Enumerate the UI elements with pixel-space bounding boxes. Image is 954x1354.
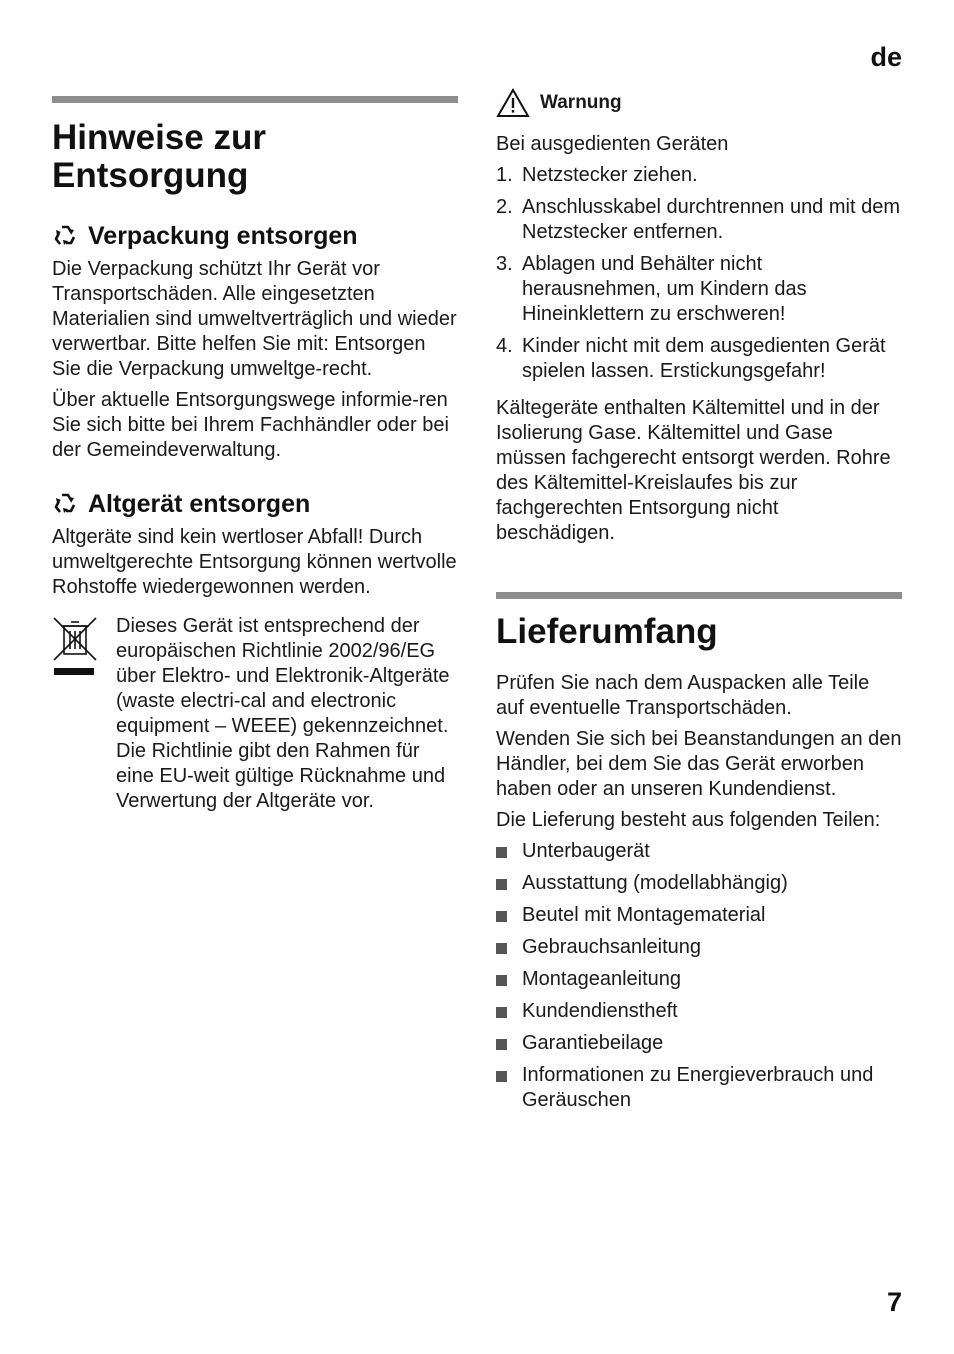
list-item-number: 3. [496,253,513,275]
section-rule [496,592,902,599]
list-item-number: 1. [496,164,513,186]
recycle-icon [52,491,78,517]
square-bullet-icon [496,847,507,858]
section-heading-old-appliance-text: Altgerät entsorgen [88,490,311,518]
square-bullet-icon [496,911,507,922]
list-item [496,163,902,188]
packaging-paragraph-2: Über aktuelle Entsorgungswege informie-ren Sie sich bitte bei Ihrem Fachhändler oder bei der Gemeindeverwaltung. [52,389,449,461]
crossed-out-bin-icon [52,614,116,814]
warning-heading [496,88,902,118]
delivery-paragraph-2: Wenden Sie sich bei Beanstandungen an den Händler, bei dem Sie das Gerät erworben haben oder an unseren Kundendienst. [496,728,902,800]
page-title: Hinweise zur Entsorgung [52,118,266,195]
left-column [52,96,458,814]
list-item [496,967,902,992]
list-item [496,334,902,384]
list-item-text: Kundendienstheft [522,1000,678,1022]
delivery-paragraph-1: Prüfen Sie nach dem Auspacken alle Teile auf eventuelle Transportschäden. [496,672,870,719]
warning-intro: Bei ausgedienten Geräten [496,133,729,155]
list-item [496,252,902,327]
delivery-items-list [496,839,902,1113]
list-item [496,903,902,928]
list-item-number: 4. [496,335,513,357]
square-bullet-icon [496,943,507,954]
warning-steps-list [496,163,902,384]
list-item-text: Ausstattung (modellabhängig) [522,872,788,894]
list-item [496,1063,902,1113]
language-code: de [870,42,902,72]
right-column [496,88,902,1120]
old-appliance-paragraph: Altgeräte sind kein wertloser Abfall! Durch umweltgerechte Entsorgung können wertvolle Rohstoffe wiedergewonnen werden. [52,526,457,598]
list-item-text: Ablagen und Behälter nicht herausnehmen, um Kindern das Hineinklettern zu erschweren! [522,253,807,325]
list-item-text: Netzstecker ziehen. [522,164,698,186]
square-bullet-icon [496,975,507,986]
warning-label: Warnung [540,92,622,113]
list-item-text: Anschlusskabel durchtrennen und mit dem Netzstecker entfernen. [522,196,900,243]
square-bullet-icon [496,879,507,890]
list-item [496,999,902,1024]
list-item-text: Gebrauchsanleitung [522,936,702,958]
weee-paragraph: Dieses Gerät ist entsprechend der europäischen Richtlinie 2002/96/EG über Elektro- und Elektronik-Altgeräte (waste electri-cal and electronic equipment – WEEE) gekennzeichnet. Die Richtlinie gibt den Rahmen für eine EU-weit gültige Rücknahme und Verwertung der Altgeräte vor. [116,615,450,812]
list-item [496,839,902,864]
section-heading-packaging-text: Verpackung entsorgen [88,222,358,250]
list-item [496,195,902,245]
list-item-text: Montageanleitung [522,968,682,990]
square-bullet-icon [496,1039,507,1050]
list-item-text: Kinder nicht mit dem ausgedienten Gerät spielen lassen. Erstickungsgefahr! [522,335,886,382]
square-bullet-icon [496,1007,507,1018]
packaging-paragraph-1: Die Verpackung schützt Ihr Gerät vor Transportschäden. Alle eingesetzten Materialien sind umweltverträglich und wieder verwertbar. Bitte helfen Sie mit: Entsorgen Sie die Verpackung umweltge-recht. [52,258,457,380]
list-item-text: Beutel mit Montagematerial [522,904,766,926]
list-item [496,1031,902,1056]
square-bullet-icon [496,1071,507,1082]
delivery-paragraph-3: Die Lieferung besteht aus folgenden Teilen: [496,809,881,831]
list-item [496,935,902,960]
section-heading-old-appliance [52,489,458,519]
list-item [496,871,902,896]
list-item-text: Informationen zu Energieverbrauch und Geräuschen [522,1064,874,1111]
warning-closing-paragraph: Kältegeräte enthalten Kältemittel und in der Isolierung Gase. Kältemittel und Gase müssen fachgerecht entsorgt werden. Rohre des Kältemittel-Kreislaufes bis zur fachgerechten Entsorgung nicht beschädigen. [496,397,891,544]
warning-triangle-icon [496,88,530,118]
delivery-title: Lieferumfang [496,612,718,651]
section-heading-packaging [52,221,458,251]
section-rule [52,96,458,103]
list-item-text: Garantiebeilage [522,1032,664,1054]
recycle-icon [52,223,78,249]
list-item-number: 2. [496,196,513,218]
weee-notice [52,614,458,814]
list-item-text: Unterbaugerät [522,840,650,862]
page-number: 7 [886,1287,902,1317]
